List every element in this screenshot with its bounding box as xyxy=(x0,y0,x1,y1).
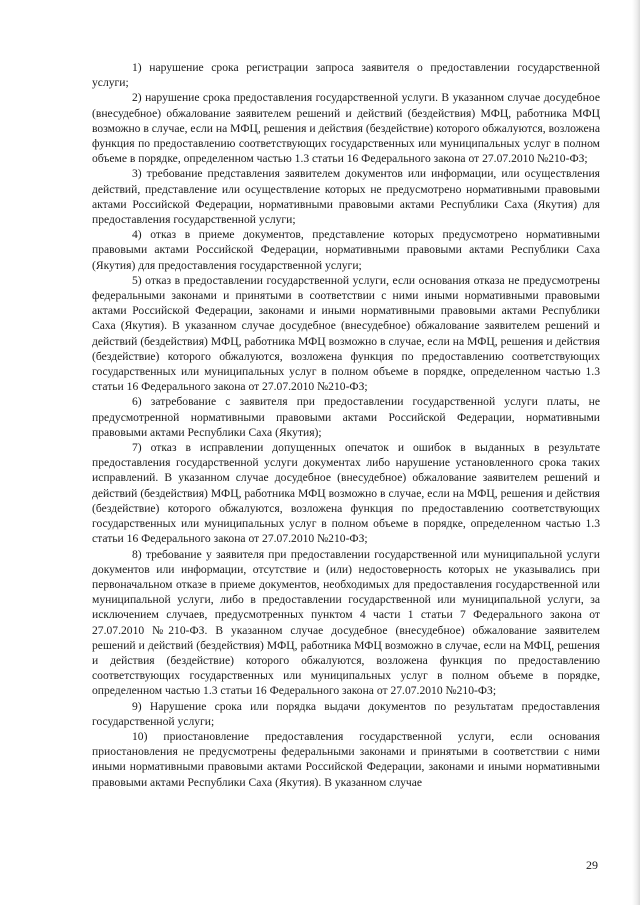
list-item-9: 9) Нарушение срока или порядка выдачи документов по результатам предоставления государственной услуги; xyxy=(92,699,600,728)
list-item-10: 10) приостановление предоставления государственной услуги, если основания приостановления не предусмотрены федеральными законами и принятыми в соответствии с ними иными нормативными правовыми актами Российской Федерации, законами и иными нормативными правовыми актами Республики Саха (Якутия). В указанном случае xyxy=(92,729,600,789)
list-item-4: 4) отказ в приеме документов, представление которых предусмотрено нормативными правовыми актами Российской Федерации, нормативными правовыми актами Республики Саха (Якутия) для предоставления государственной услуги; xyxy=(92,228,600,272)
list-item-7: 7) отказ в исправлении допущенных опечаток и ошибок в выданных в результате предоставления государственной услуги документах либо нарушение установленного срока таких исправлений. В указанном случае досудебное (внесудебное) обжалование заявителем решений и действий (бездействия) МФЦ, работника МФЦ возможно в случае, если на МФЦ, решения и действия (бездействие) которого обжалуются, возложена функция по предоставлению соответствующих государственных или муниципальных услуг в полном объеме в порядке, определенном частью 1.3 статьи 16 Федерального закона от 27.07.2010 №210-ФЗ; xyxy=(92,441,600,546)
list-item-6: 6) затребование с заявителя при предоставлении государственной услуги платы, не предусмотренной нормативными правовыми актами Российской Федерации, нормативными правовыми актами Республики Саха (Якутия); xyxy=(92,395,600,439)
page-number: 29 xyxy=(586,858,598,872)
list-item-1: 1) нарушение срока регистрации запроса заявителя о предоставлении государственной услуги; xyxy=(92,61,600,90)
list-item-8: 8) требование у заявителя при предоставлении государственной или муниципальной услуги документов или информации, отсутствие и (или) недостоверность которых не указывались при первоначальном отказе в приеме документов, необходимых для предоставления государственной или муниципальной услуги, либо в предоставлении государственной или муниципальной услуги, за исключением случаев, предусмотренных пунктом 4 части 1 статьи 7 Федерального закона от 27.07.2010 №210-ФЗ. В указанном случае досудебное (внесудебное) обжалование заявителем решений и действий (бездействия) МФЦ, работника МФЦ возможно в случае, если на МФЦ, решения и действия (бездействие) которого обжалуются, возложена функция по предоставлению соответствующих государственных или муниципальных услуг в полном объеме в порядке, определенном частью 1.3 статьи 16 Федерального закона от 27.07.2010 №210-ФЗ; xyxy=(92,547,600,698)
document-body xyxy=(92,60,600,790)
list-item-2: 2) нарушение срока предоставления государственной услуги. В указанном случае досудебное (внесудебное) обжалование заявителем решений и действий (бездействия) МФЦ, работника МФЦ возможно в случае, если на МФЦ, решения и действия (бездействие) которого обжалуются, возложена функция по предоставлению соответствующих государственных или муниципальных услуг в полном объеме в порядке, определенном частью 1.3 статьи 16 Федерального закона от 27.07.2010 №210-ФЗ; xyxy=(92,91,600,166)
list-item-5: 5) отказ в предоставлении государственной услуги, если основания отказа не предусмотрены федеральными законами и принятыми в соответствии с ними иными нормативными правовыми актами Российской Федерации, законами и иными нормативными правовыми актами Республики Саха (Якутия). В указанном случае досудебное (внесудебное) обжалование заявителем решений и действий (бездействия) МФЦ, работника МФЦ возможно в случае, если на МФЦ, решения и действия (бездействие) которого обжалуются, возложена функция по предоставлению соответствующих государственных или муниципальных услуг в полном объеме в порядке, определенном частью 1.3 статьи 16 Федерального закона от 27.07.2010 №210-ФЗ; xyxy=(92,273,600,394)
scan-edge-shadow xyxy=(632,0,640,905)
list-item-3: 3) требование представления заявителем документов или информации, или осуществления действий, представление или осуществление которых не предусмотрено нормативными правовыми актами Российской Федерации, нормативными правовыми актами Республики Саха (Якутия) для предоставления государственной услуги; xyxy=(92,167,600,227)
